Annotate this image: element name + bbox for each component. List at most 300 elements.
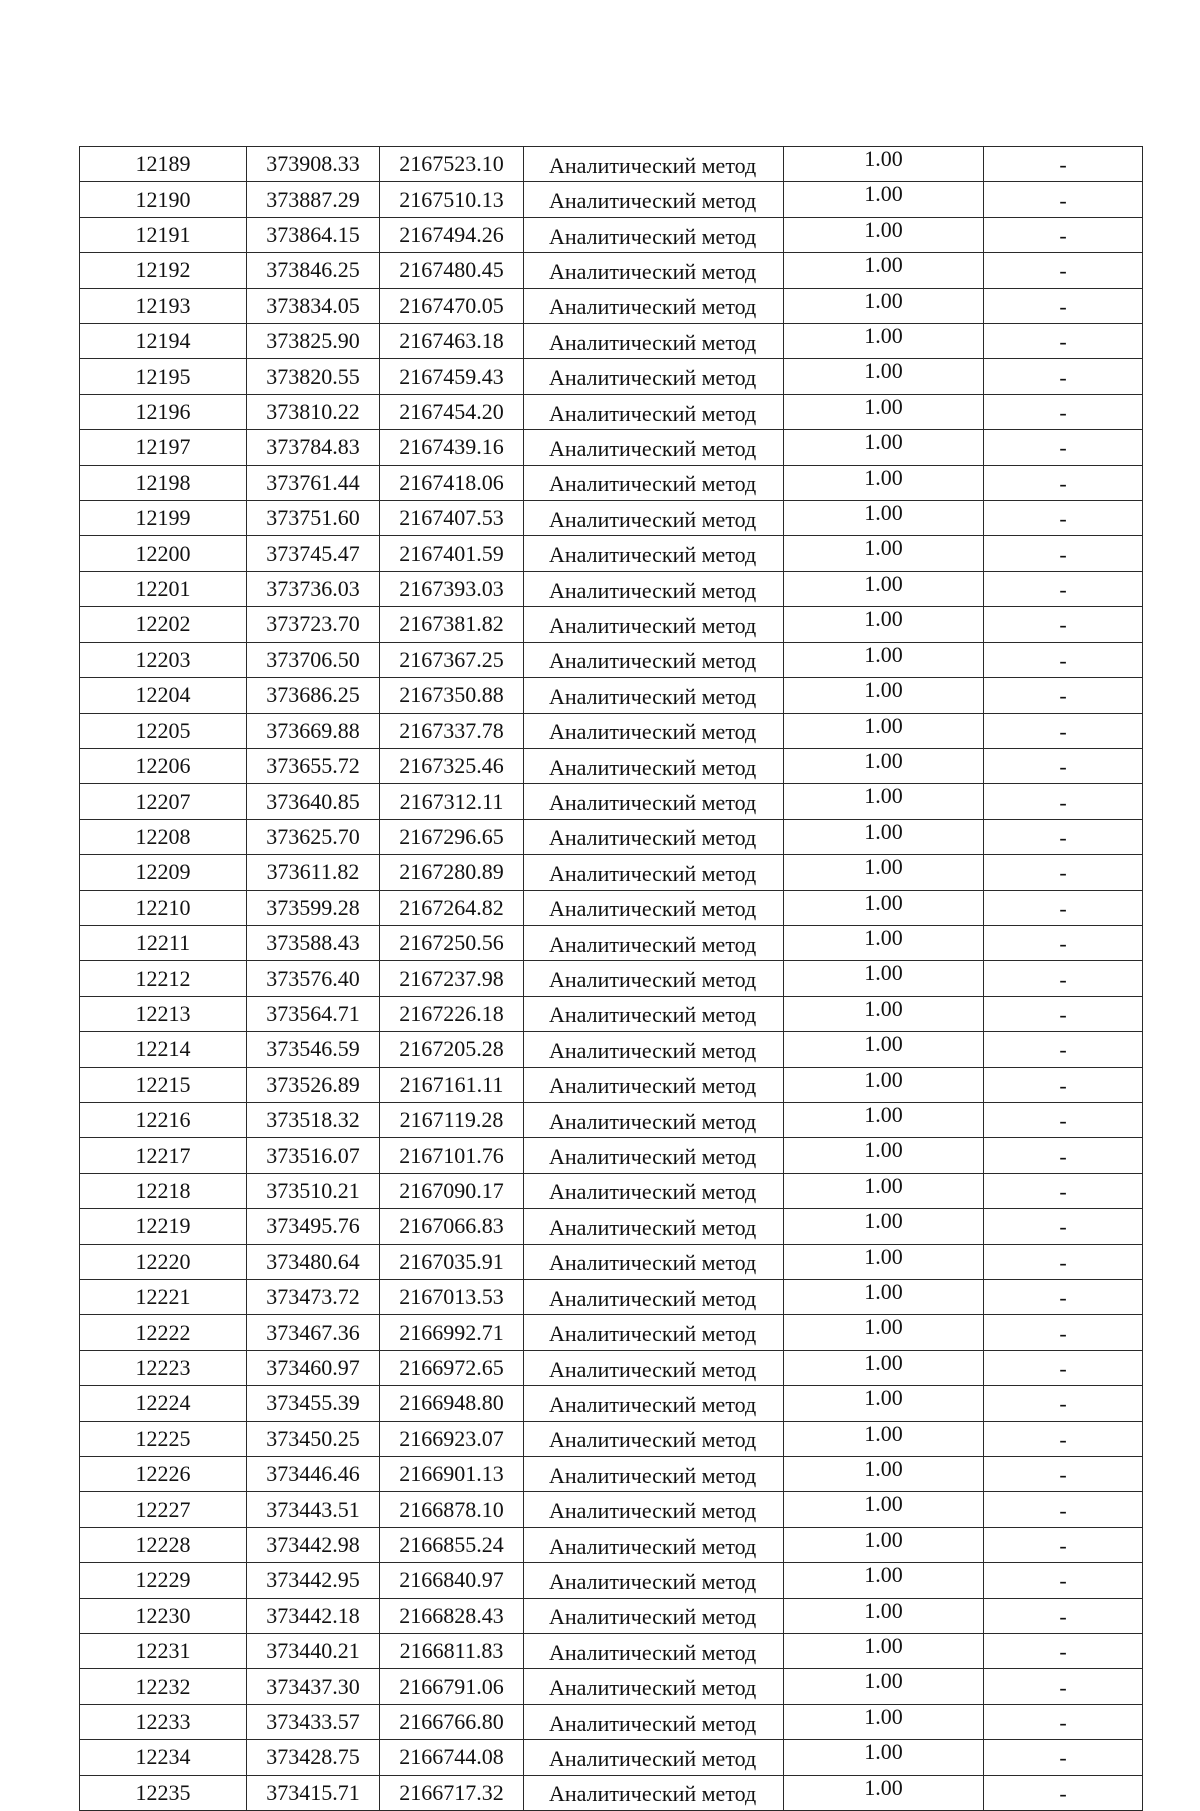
x-coordinate-cell: 373887.29: [247, 182, 380, 217]
point-number-cell: 12191: [80, 217, 247, 252]
coordinates-table: [79, 146, 1143, 1811]
method-cell: Аналитический метод: [524, 1102, 784, 1137]
description-cell: -: [984, 1209, 1143, 1244]
accuracy-cell: 1.00: [784, 748, 984, 783]
y-coordinate-cell: 2167250.56: [380, 925, 524, 960]
table-body: [80, 147, 1143, 1811]
description-cell: -: [984, 465, 1143, 500]
x-coordinate-cell: 373460.97: [247, 1350, 380, 1385]
point-number-cell: 12218: [80, 1173, 247, 1208]
accuracy-cell: 1.00: [784, 1775, 984, 1810]
y-coordinate-cell: 2167350.88: [380, 678, 524, 713]
accuracy-cell: 1.00: [784, 147, 984, 182]
accuracy-cell: 1.00: [784, 925, 984, 960]
x-coordinate-cell: 373751.60: [247, 501, 380, 536]
point-number-cell: 12223: [80, 1350, 247, 1385]
y-coordinate-cell: 2167090.17: [380, 1173, 524, 1208]
description-cell: -: [984, 288, 1143, 323]
point-number-cell: 12211: [80, 925, 247, 960]
table-row: [80, 147, 1143, 182]
x-coordinate-cell: 373736.03: [247, 571, 380, 606]
table-row: [80, 1102, 1143, 1137]
x-coordinate-cell: 373640.85: [247, 784, 380, 819]
table-row: [80, 890, 1143, 925]
description-cell: -: [984, 1598, 1143, 1633]
accuracy-cell: 1.00: [784, 536, 984, 571]
method-cell: Аналитический метод: [524, 748, 784, 783]
accuracy-cell: 1.00: [784, 1492, 984, 1527]
accuracy-cell: 1.00: [784, 1421, 984, 1456]
y-coordinate-cell: 2167325.46: [380, 748, 524, 783]
accuracy-cell: 1.00: [784, 1102, 984, 1137]
table-row: [80, 1669, 1143, 1704]
point-number-cell: 12219: [80, 1209, 247, 1244]
x-coordinate-cell: 373433.57: [247, 1704, 380, 1739]
x-coordinate-cell: 373588.43: [247, 925, 380, 960]
table-row: [80, 642, 1143, 677]
description-cell: -: [984, 501, 1143, 536]
method-cell: Аналитический метод: [524, 1563, 784, 1598]
method-cell: Аналитический метод: [524, 1527, 784, 1562]
method-cell: Аналитический метод: [524, 147, 784, 182]
method-cell: Аналитический метод: [524, 1244, 784, 1279]
description-cell: -: [984, 359, 1143, 394]
y-coordinate-cell: 2166791.06: [380, 1669, 524, 1704]
accuracy-cell: 1.00: [784, 996, 984, 1031]
accuracy-cell: 1.00: [784, 359, 984, 394]
table-row: [80, 678, 1143, 713]
accuracy-cell: 1.00: [784, 1209, 984, 1244]
accuracy-cell: 1.00: [784, 1704, 984, 1739]
point-number-cell: 12216: [80, 1102, 247, 1137]
method-cell: Аналитический метод: [524, 678, 784, 713]
table-row: [80, 217, 1143, 252]
x-coordinate-cell: 373810.22: [247, 394, 380, 429]
y-coordinate-cell: 2166878.10: [380, 1492, 524, 1527]
point-number-cell: 12206: [80, 748, 247, 783]
description-cell: -: [984, 1386, 1143, 1421]
y-coordinate-cell: 2167523.10: [380, 147, 524, 182]
x-coordinate-cell: 373723.70: [247, 607, 380, 642]
point-number-cell: 12233: [80, 1704, 247, 1739]
description-cell: -: [984, 925, 1143, 960]
x-coordinate-cell: 373599.28: [247, 890, 380, 925]
method-cell: Аналитический метод: [524, 925, 784, 960]
description-cell: -: [984, 855, 1143, 890]
table-row: [80, 961, 1143, 996]
point-number-cell: 12230: [80, 1598, 247, 1633]
point-number-cell: 12196: [80, 394, 247, 429]
accuracy-cell: 1.00: [784, 253, 984, 288]
x-coordinate-cell: 373669.88: [247, 713, 380, 748]
method-cell: Аналитический метод: [524, 642, 784, 677]
table-row: [80, 1350, 1143, 1385]
accuracy-cell: 1.00: [784, 1173, 984, 1208]
table-row: [80, 1457, 1143, 1492]
method-cell: Аналитический метод: [524, 996, 784, 1031]
y-coordinate-cell: 2166811.83: [380, 1634, 524, 1669]
table-row: [80, 1634, 1143, 1669]
table-row: [80, 571, 1143, 606]
point-number-cell: 12202: [80, 607, 247, 642]
table-row: [80, 465, 1143, 500]
method-cell: Аналитический метод: [524, 465, 784, 500]
description-cell: -: [984, 1704, 1143, 1739]
y-coordinate-cell: 2166840.97: [380, 1563, 524, 1598]
description-cell: -: [984, 748, 1143, 783]
point-number-cell: 12197: [80, 430, 247, 465]
point-number-cell: 12212: [80, 961, 247, 996]
accuracy-cell: 1.00: [784, 713, 984, 748]
description-cell: -: [984, 1634, 1143, 1669]
point-number-cell: 12217: [80, 1138, 247, 1173]
y-coordinate-cell: 2166923.07: [380, 1421, 524, 1456]
y-coordinate-cell: 2167459.43: [380, 359, 524, 394]
point-number-cell: 12215: [80, 1067, 247, 1102]
point-number-cell: 12210: [80, 890, 247, 925]
description-cell: -: [984, 961, 1143, 996]
accuracy-cell: 1.00: [784, 1067, 984, 1102]
x-coordinate-cell: 373761.44: [247, 465, 380, 500]
method-cell: Аналитический метод: [524, 855, 784, 890]
accuracy-cell: 1.00: [784, 678, 984, 713]
point-number-cell: 12226: [80, 1457, 247, 1492]
x-coordinate-cell: 373442.18: [247, 1598, 380, 1633]
table-row: [80, 748, 1143, 783]
y-coordinate-cell: 2166828.43: [380, 1598, 524, 1633]
accuracy-cell: 1.00: [784, 288, 984, 323]
point-number-cell: 12198: [80, 465, 247, 500]
accuracy-cell: 1.00: [784, 430, 984, 465]
method-cell: Аналитический метод: [524, 1598, 784, 1633]
method-cell: Аналитический метод: [524, 1280, 784, 1315]
description-cell: -: [984, 1492, 1143, 1527]
x-coordinate-cell: 373825.90: [247, 324, 380, 359]
y-coordinate-cell: 2166901.13: [380, 1457, 524, 1492]
description-cell: -: [984, 147, 1143, 182]
point-number-cell: 12203: [80, 642, 247, 677]
table-row: [80, 1492, 1143, 1527]
accuracy-cell: 1.00: [784, 642, 984, 677]
y-coordinate-cell: 2167337.78: [380, 713, 524, 748]
description-cell: -: [984, 430, 1143, 465]
point-number-cell: 12195: [80, 359, 247, 394]
method-cell: Аналитический метод: [524, 1209, 784, 1244]
x-coordinate-cell: 373706.50: [247, 642, 380, 677]
point-number-cell: 12199: [80, 501, 247, 536]
method-cell: Аналитический метод: [524, 288, 784, 323]
y-coordinate-cell: 2167205.28: [380, 1032, 524, 1067]
table-row: [80, 925, 1143, 960]
accuracy-cell: 1.00: [784, 855, 984, 890]
method-cell: Аналитический метод: [524, 324, 784, 359]
x-coordinate-cell: 373526.89: [247, 1067, 380, 1102]
y-coordinate-cell: 2167454.20: [380, 394, 524, 429]
accuracy-cell: 1.00: [784, 1315, 984, 1350]
accuracy-cell: 1.00: [784, 182, 984, 217]
x-coordinate-cell: 373442.98: [247, 1527, 380, 1562]
method-cell: Аналитический метод: [524, 890, 784, 925]
description-cell: -: [984, 253, 1143, 288]
x-coordinate-cell: 373440.21: [247, 1634, 380, 1669]
description-cell: -: [984, 678, 1143, 713]
y-coordinate-cell: 2167407.53: [380, 501, 524, 536]
description-cell: -: [984, 1669, 1143, 1704]
method-cell: Аналитический метод: [524, 253, 784, 288]
description-cell: -: [984, 182, 1143, 217]
x-coordinate-cell: 373846.25: [247, 253, 380, 288]
method-cell: Аналитический метод: [524, 1704, 784, 1739]
accuracy-cell: 1.00: [784, 1598, 984, 1633]
accuracy-cell: 1.00: [784, 465, 984, 500]
x-coordinate-cell: 373686.25: [247, 678, 380, 713]
y-coordinate-cell: 2166855.24: [380, 1527, 524, 1562]
point-number-cell: 12190: [80, 182, 247, 217]
y-coordinate-cell: 2167401.59: [380, 536, 524, 571]
table-row: [80, 1173, 1143, 1208]
description-cell: -: [984, 1350, 1143, 1385]
y-coordinate-cell: 2167101.76: [380, 1138, 524, 1173]
description-cell: -: [984, 1775, 1143, 1810]
description-cell: -: [984, 1421, 1143, 1456]
method-cell: Аналитический метод: [524, 1386, 784, 1421]
method-cell: Аналитический метод: [524, 784, 784, 819]
table-row: [80, 1032, 1143, 1067]
description-cell: -: [984, 536, 1143, 571]
point-number-cell: 12213: [80, 996, 247, 1031]
point-number-cell: 12225: [80, 1421, 247, 1456]
table-row: [80, 1563, 1143, 1598]
point-number-cell: 12209: [80, 855, 247, 890]
x-coordinate-cell: 373455.39: [247, 1386, 380, 1421]
description-cell: -: [984, 1173, 1143, 1208]
x-coordinate-cell: 373516.07: [247, 1138, 380, 1173]
y-coordinate-cell: 2167439.16: [380, 430, 524, 465]
x-coordinate-cell: 373908.33: [247, 147, 380, 182]
table-row: [80, 1244, 1143, 1279]
table-row: [80, 324, 1143, 359]
method-cell: Аналитический метод: [524, 1457, 784, 1492]
method-cell: Аналитический метод: [524, 571, 784, 606]
method-cell: Аналитический метод: [524, 1067, 784, 1102]
description-cell: -: [984, 1457, 1143, 1492]
method-cell: Аналитический метод: [524, 607, 784, 642]
y-coordinate-cell: 2167280.89: [380, 855, 524, 890]
table-row: [80, 394, 1143, 429]
description-cell: -: [984, 607, 1143, 642]
x-coordinate-cell: 373518.32: [247, 1102, 380, 1137]
description-cell: -: [984, 571, 1143, 606]
description-cell: -: [984, 1102, 1143, 1137]
method-cell: Аналитический метод: [524, 359, 784, 394]
table-row: [80, 996, 1143, 1031]
table-row: [80, 430, 1143, 465]
y-coordinate-cell: 2167381.82: [380, 607, 524, 642]
x-coordinate-cell: 373820.55: [247, 359, 380, 394]
point-number-cell: 12231: [80, 1634, 247, 1669]
description-cell: -: [984, 324, 1143, 359]
x-coordinate-cell: 373443.51: [247, 1492, 380, 1527]
method-cell: Аналитический метод: [524, 217, 784, 252]
x-coordinate-cell: 373546.59: [247, 1032, 380, 1067]
description-cell: -: [984, 1315, 1143, 1350]
method-cell: Аналитический метод: [524, 1138, 784, 1173]
x-coordinate-cell: 373784.83: [247, 430, 380, 465]
table-row: [80, 1740, 1143, 1775]
y-coordinate-cell: 2167119.28: [380, 1102, 524, 1137]
point-number-cell: 12194: [80, 324, 247, 359]
method-cell: Аналитический метод: [524, 1315, 784, 1350]
table-row: [80, 288, 1143, 323]
point-number-cell: 12205: [80, 713, 247, 748]
point-number-cell: 12227: [80, 1492, 247, 1527]
x-coordinate-cell: 373576.40: [247, 961, 380, 996]
method-cell: Аналитический метод: [524, 1492, 784, 1527]
x-coordinate-cell: 373834.05: [247, 288, 380, 323]
description-cell: -: [984, 642, 1143, 677]
table-row: [80, 1421, 1143, 1456]
description-cell: -: [984, 1527, 1143, 1562]
table-row: [80, 784, 1143, 819]
point-number-cell: 12214: [80, 1032, 247, 1067]
y-coordinate-cell: 2167264.82: [380, 890, 524, 925]
point-number-cell: 12192: [80, 253, 247, 288]
x-coordinate-cell: 373442.95: [247, 1563, 380, 1598]
table-row: [80, 1527, 1143, 1562]
point-number-cell: 12234: [80, 1740, 247, 1775]
accuracy-cell: 1.00: [784, 784, 984, 819]
description-cell: -: [984, 1280, 1143, 1315]
accuracy-cell: 1.00: [784, 1634, 984, 1669]
description-cell: -: [984, 1563, 1143, 1598]
point-number-cell: 12235: [80, 1775, 247, 1810]
y-coordinate-cell: 2167494.26: [380, 217, 524, 252]
y-coordinate-cell: 2166992.71: [380, 1315, 524, 1350]
description-cell: -: [984, 1138, 1143, 1173]
description-cell: -: [984, 819, 1143, 854]
method-cell: Аналитический метод: [524, 1421, 784, 1456]
table-row: [80, 536, 1143, 571]
accuracy-cell: 1.00: [784, 1386, 984, 1421]
accuracy-cell: 1.00: [784, 1740, 984, 1775]
description-cell: -: [984, 1740, 1143, 1775]
description-cell: -: [984, 1032, 1143, 1067]
description-cell: -: [984, 784, 1143, 819]
y-coordinate-cell: 2167393.03: [380, 571, 524, 606]
y-coordinate-cell: 2166972.65: [380, 1350, 524, 1385]
point-number-cell: 12224: [80, 1386, 247, 1421]
point-number-cell: 12207: [80, 784, 247, 819]
method-cell: Аналитический метод: [524, 1740, 784, 1775]
y-coordinate-cell: 2167296.65: [380, 819, 524, 854]
method-cell: Аналитический метод: [524, 1350, 784, 1385]
x-coordinate-cell: 373564.71: [247, 996, 380, 1031]
table-row: [80, 713, 1143, 748]
accuracy-cell: 1.00: [784, 1244, 984, 1279]
method-cell: Аналитический метод: [524, 536, 784, 571]
table-row: [80, 1280, 1143, 1315]
description-cell: -: [984, 713, 1143, 748]
method-cell: Аналитический метод: [524, 430, 784, 465]
y-coordinate-cell: 2167035.91: [380, 1244, 524, 1279]
x-coordinate-cell: 373450.25: [247, 1421, 380, 1456]
method-cell: Аналитический метод: [524, 1634, 784, 1669]
y-coordinate-cell: 2166717.32: [380, 1775, 524, 1810]
point-number-cell: 12221: [80, 1280, 247, 1315]
accuracy-cell: 1.00: [784, 1563, 984, 1598]
description-cell: -: [984, 1244, 1143, 1279]
x-coordinate-cell: 373864.15: [247, 217, 380, 252]
point-number-cell: 12222: [80, 1315, 247, 1350]
accuracy-cell: 1.00: [784, 324, 984, 359]
point-number-cell: 12200: [80, 536, 247, 571]
point-number-cell: 12201: [80, 571, 247, 606]
table-row: [80, 1138, 1143, 1173]
table-row: [80, 253, 1143, 288]
y-coordinate-cell: 2166948.80: [380, 1386, 524, 1421]
table-row: [80, 182, 1143, 217]
accuracy-cell: 1.00: [784, 1280, 984, 1315]
accuracy-cell: 1.00: [784, 1527, 984, 1562]
accuracy-cell: 1.00: [784, 217, 984, 252]
method-cell: Аналитический метод: [524, 713, 784, 748]
accuracy-cell: 1.00: [784, 501, 984, 536]
point-number-cell: 12189: [80, 147, 247, 182]
method-cell: Аналитический метод: [524, 182, 784, 217]
description-cell: -: [984, 394, 1143, 429]
method-cell: Аналитический метод: [524, 961, 784, 996]
y-coordinate-cell: 2167066.83: [380, 1209, 524, 1244]
accuracy-cell: 1.00: [784, 1032, 984, 1067]
table-row: [80, 1386, 1143, 1421]
accuracy-cell: 1.00: [784, 394, 984, 429]
y-coordinate-cell: 2167226.18: [380, 996, 524, 1031]
method-cell: Аналитический метод: [524, 1775, 784, 1810]
method-cell: Аналитический метод: [524, 1669, 784, 1704]
description-cell: -: [984, 890, 1143, 925]
y-coordinate-cell: 2167237.98: [380, 961, 524, 996]
description-cell: -: [984, 1067, 1143, 1102]
table-row: [80, 359, 1143, 394]
table-row: [80, 1775, 1143, 1810]
y-coordinate-cell: 2167470.05: [380, 288, 524, 323]
table-row: [80, 501, 1143, 536]
x-coordinate-cell: 373473.72: [247, 1280, 380, 1315]
y-coordinate-cell: 2167312.11: [380, 784, 524, 819]
x-coordinate-cell: 373437.30: [247, 1669, 380, 1704]
accuracy-cell: 1.00: [784, 1350, 984, 1385]
table-row: [80, 1067, 1143, 1102]
table-row: [80, 1315, 1143, 1350]
x-coordinate-cell: 373510.21: [247, 1173, 380, 1208]
accuracy-cell: 1.00: [784, 607, 984, 642]
method-cell: Аналитический метод: [524, 819, 784, 854]
point-number-cell: 12193: [80, 288, 247, 323]
method-cell: Аналитический метод: [524, 501, 784, 536]
description-cell: -: [984, 217, 1143, 252]
accuracy-cell: 1.00: [784, 819, 984, 854]
table-row: [80, 819, 1143, 854]
point-number-cell: 12229: [80, 1563, 247, 1598]
table-row: [80, 1209, 1143, 1244]
y-coordinate-cell: 2166766.80: [380, 1704, 524, 1739]
x-coordinate-cell: 373480.64: [247, 1244, 380, 1279]
table-row: [80, 855, 1143, 890]
accuracy-cell: 1.00: [784, 571, 984, 606]
y-coordinate-cell: 2166744.08: [380, 1740, 524, 1775]
table-row: [80, 1598, 1143, 1633]
x-coordinate-cell: 373625.70: [247, 819, 380, 854]
